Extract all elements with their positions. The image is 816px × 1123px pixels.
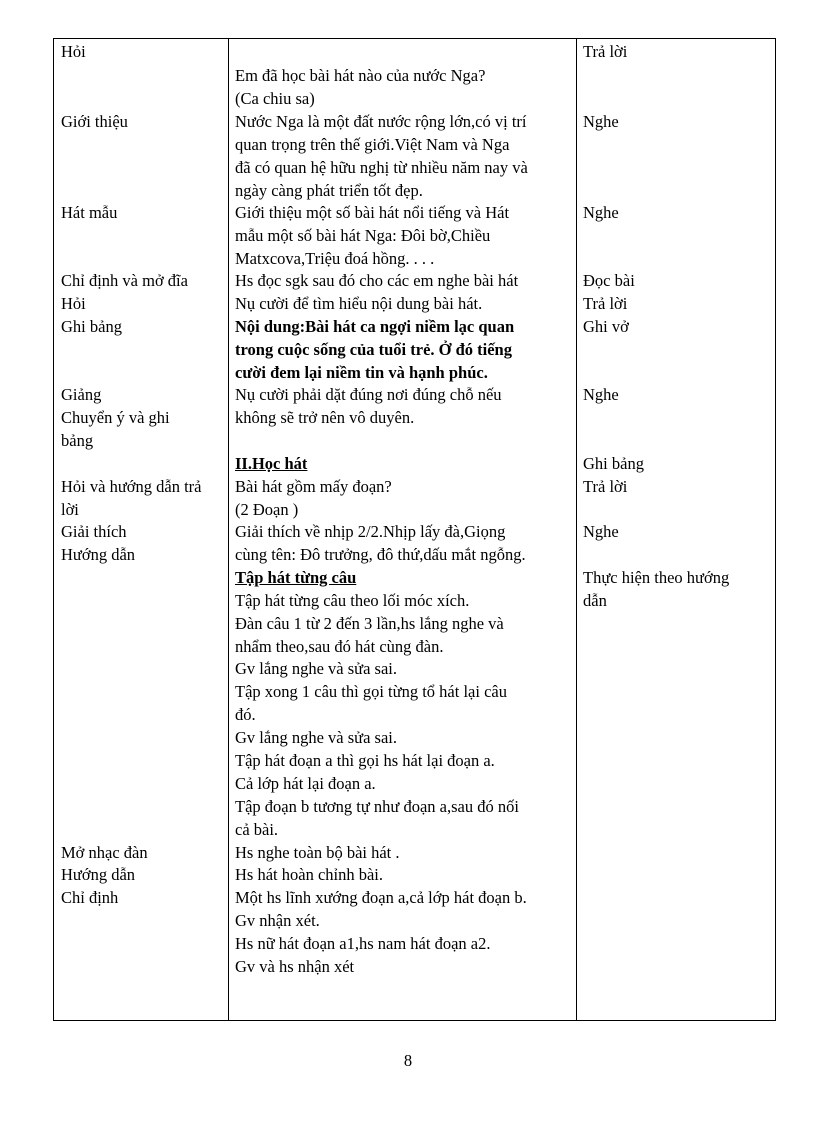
col3-line: Trả lời xyxy=(583,294,628,313)
col1-line: Hỏi và hướng dẫn trả xyxy=(61,477,202,496)
col2-line: không sẽ trở nên vô duyên. xyxy=(235,408,415,427)
col2-line: Cả lớp hát lại đoạn a. xyxy=(235,774,376,793)
col2-line: Gv nhận xét. xyxy=(235,911,320,930)
col1-line: Mở nhạc đàn xyxy=(61,843,148,862)
col2-line: cả bài. xyxy=(235,820,279,839)
col1-line: bảng xyxy=(61,431,94,450)
col3-line: Đọc bài xyxy=(583,271,635,290)
col2-line: ngày càng phát triển tốt đẹp. xyxy=(235,181,423,200)
col2-line: nhẩm theo,sau đó hát cùng đàn. xyxy=(235,637,444,656)
col1-line: Hướng dẫn xyxy=(61,865,136,884)
col2-line: Em đã học bài hát nào của nước Nga? xyxy=(235,66,486,85)
col1-line: Hỏi xyxy=(61,42,86,61)
col2-line: quan trọng trên thế giới.Việt Nam và Nga xyxy=(235,135,510,154)
col2-line: Hs đọc sgk sau đó cho các em nghe bài hát xyxy=(235,271,519,290)
col2-line: Nụ cười để tìm hiểu nội dung bài hát. xyxy=(235,294,483,313)
col2-line: Hs nữ hát đoạn a1,hs nam hát đoạn a2. xyxy=(235,934,491,953)
column-divider xyxy=(576,39,577,1020)
col2-line: Giới thiệu một số bài hát nổi tiếng và Hát xyxy=(235,203,510,222)
col2-line: Đàn câu 1 từ 2 đến 3 lần,hs lắng nghe và xyxy=(235,614,504,633)
col2-line: Matxcova,Triệu đoá hồng. . . . xyxy=(235,249,435,268)
col2-line: Hs nghe toàn bộ bài hát . xyxy=(235,843,400,862)
col2-line: đó. xyxy=(235,705,256,724)
page-number: 8 xyxy=(403,1051,413,1070)
col3-line: dẫn xyxy=(583,591,607,610)
col2-line: đã có quan hệ hữu nghị từ nhiều năm nay và xyxy=(235,158,528,177)
col2-line: Gv lắng nghe và sửa sai. xyxy=(235,659,397,678)
col3-line: Thực hiện theo hướng xyxy=(583,568,730,587)
col2-line: Nội dung:Bài hát ca ngợi niềm lạc quan xyxy=(235,317,515,336)
col2-line: Tập hát đoạn a thì gọi hs hát lại đoạn a. xyxy=(235,751,495,770)
col1-line: Giảng xyxy=(61,385,102,404)
col2-line: Nước Nga là một đất nước rộng lớn,có vị trí xyxy=(235,112,527,131)
col1-line: lời xyxy=(61,500,79,519)
col2-line: Một hs lĩnh xướng đoạn a,cả lớp hát đoạn b. xyxy=(235,888,527,907)
col2-line: (Ca chiu sa) xyxy=(235,89,315,108)
col2-line: Tập hát từng câu theo lối móc xích. xyxy=(235,591,470,610)
col3-line: Trả lời xyxy=(583,477,628,496)
col1-line: Chuyển ý và ghi xyxy=(61,408,170,427)
col2-line: Hs hát hoàn chỉnh bài. xyxy=(235,865,384,884)
col2-line: Gv và hs nhận xét xyxy=(235,957,355,976)
col1-line: Hỏi xyxy=(61,294,86,313)
col1-line: Giải thích xyxy=(61,522,127,541)
col3-line: Nghe xyxy=(583,385,619,404)
col2-line: II.Học hát xyxy=(235,454,308,473)
col2-line: mẫu một số bài hát Nga: Đôi bờ,Chiều xyxy=(235,226,491,245)
col3-line: Ghi bảng xyxy=(583,454,644,473)
col3-line: Nghe xyxy=(583,522,619,541)
col2-line: cùng tên: Đô trưởng, đô thứ,dấu mắt ngỗng. xyxy=(235,545,526,564)
col3-line: Nghe xyxy=(583,203,619,222)
col2-line: Bài hát gồm mấy đoạn? xyxy=(235,477,392,496)
col2-line: Tập hát từng câu xyxy=(235,568,357,587)
col2-line: Giải thích về nhịp 2/2.Nhịp lấy đà,Giọng xyxy=(235,522,506,541)
col2-line: trong cuộc sống của tuổi trẻ. Ở đó tiếng xyxy=(235,340,512,359)
col3-line: Trả lời xyxy=(583,42,628,61)
col3-line: Ghi vở xyxy=(583,317,629,336)
col1-line: Ghi bảng xyxy=(61,317,122,336)
col1-line: Hát mẫu xyxy=(61,203,118,222)
col1-line: Chỉ định và mở đĩa xyxy=(61,271,188,290)
col2-line: cười đem lại niềm tin và hạnh phúc. xyxy=(235,363,488,382)
col2-line: Tập đoạn b tương tự như đoạn a,sau đó nối xyxy=(235,797,519,816)
col2-line: (2 Đoạn ) xyxy=(235,500,299,519)
col2-line: Tập xong 1 câu thì gọi từng tổ hát lại câu xyxy=(235,682,507,701)
lesson-plan-table xyxy=(53,38,776,1021)
col3-line: Nghe xyxy=(583,112,619,131)
col1-line: Giới thiệu xyxy=(61,112,128,131)
col2-line: Nụ cười phải dặt đúng nơi đúng chỗ nếu xyxy=(235,385,502,404)
col1-line: Chỉ định xyxy=(61,888,119,907)
col2-line: Gv lắng nghe và sửa sai. xyxy=(235,728,397,747)
column-divider xyxy=(228,39,229,1020)
col1-line: Hướng dẫn xyxy=(61,545,136,564)
